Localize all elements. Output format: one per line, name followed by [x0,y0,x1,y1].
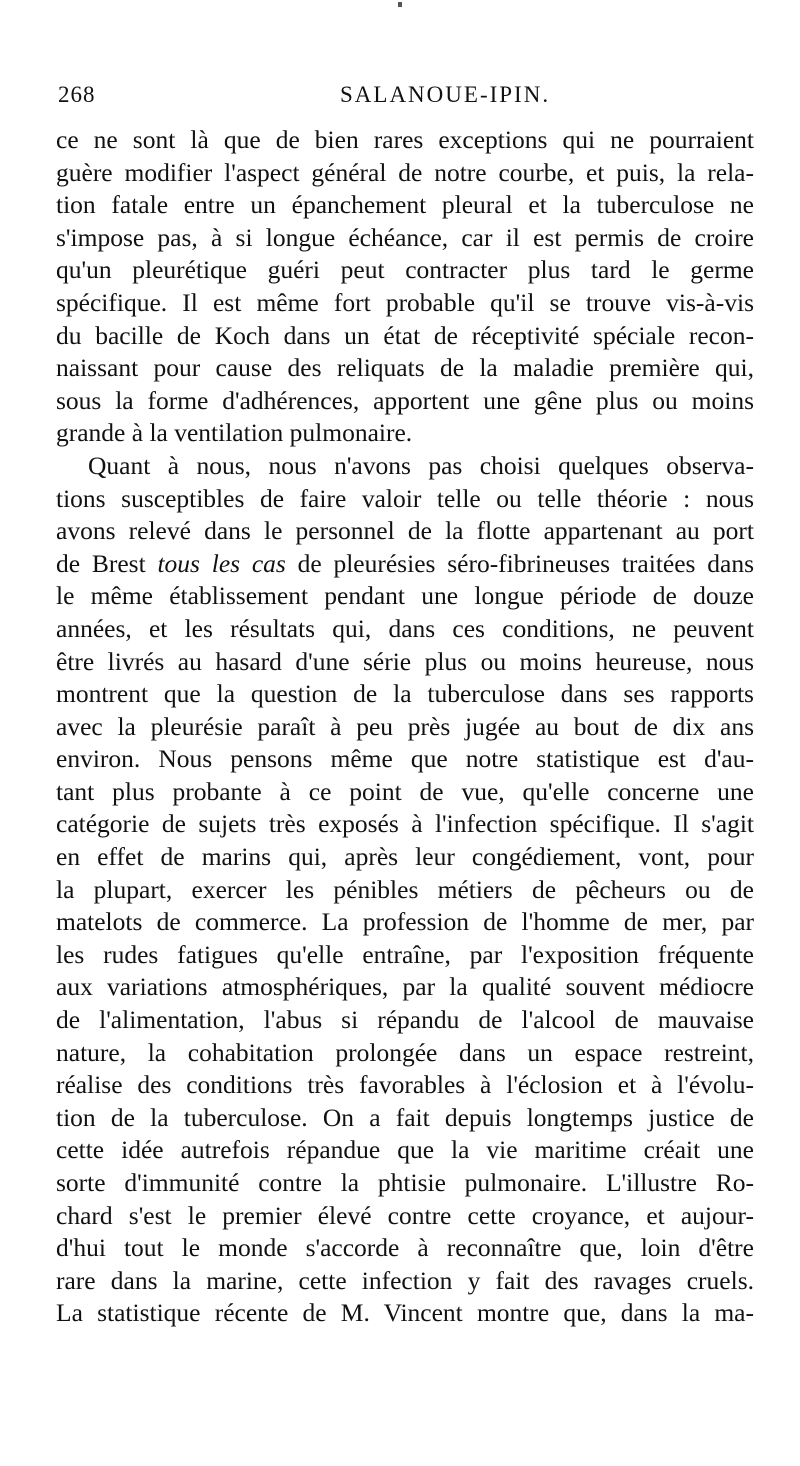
text-line: sous la forme d'adhérences, apportent une gêne plus ou moins [56,385,754,415]
paragraph-2 [56,450,754,1330]
text-line: en effet de marins qui, après leur congédiement, vont, pour [56,842,754,872]
text-line: matelots de commerce. La profession de l'homme de mer, par [56,907,754,937]
text-line: avec la pleurésie paraît à peu près jugée au bout de dix ans [56,711,754,741]
text-line: qu'un pleurétique guéri peut contracter plus tard le germe [56,255,754,285]
text-line: chard s'est le premier élevé contre cette croyance, et aujour- [56,1200,754,1230]
text-line: sorte d'immunité contre la phtisie pulmonaire. L'illustre Ro- [56,1168,754,1197]
text-segment: de Brest [56,548,158,578]
text-line: ce ne sont là que de bien rares exceptions qui ne pourraient [56,125,754,154]
text-line: s'impose pas, à si longue échéance, car il est permis de croire [56,222,754,252]
text-line: aux variations atmosphériques, par la qualité souvent médiocre [56,972,754,1002]
text-line: réalise des conditions très favorables à l'éclosion et à l'évolu- [56,1070,754,1100]
text-line: du bacille de Koch dans un état de réceptivité spéciale recon- [56,320,754,350]
text-line: Quant à nous, nous n'avons pas choisi quelques observa- [88,450,754,480]
body-text [56,124,754,1330]
text-line: tant plus probante à ce point de vue, qu'elle concerne une [56,776,754,806]
text-line: d'hui tout le monde s'accorde à reconnaître que, loin d'être [56,1233,754,1263]
text-line: années, et les résultats qui, dans ces conditions, ne peuvent [56,613,754,643]
text-line: La statistique récente de M. Vincent montre que, dans la ma- [56,1298,754,1328]
text-line: cette idée autrefois répandue que la vie maritime créait une [56,1135,754,1165]
text-line: rare dans la marine, cette infection y fait des ravages cruels. [56,1265,754,1295]
text-line: avons relevé dans le personnel de la flotte appartenant au port [56,516,754,546]
text-line: guère modifier l'aspect général de notre courbe, et puis, la rela- [56,157,754,187]
page-number: 268 [58,82,96,107]
page-header [58,82,748,114]
running-title: SALANOUE-IPIN. [340,82,551,107]
text-line-with-emphasis [56,548,754,581]
paragraph-1 [56,124,754,450]
text-line: tion fatale entre un épanchement pleural et la tuberculose ne [56,190,754,220]
text-segment: de pleurésies séro-fibrineuses traitées dans [285,548,754,578]
text-line: les rudes fatigues qu'elle entraîne, par l'exposition fréquente [56,939,754,969]
text-line: montrent que la question de la tuberculose dans ses rapports [56,679,754,709]
text-line: être livrés au hasard d'une série plus ou moins heureuse, nous [56,646,754,676]
text-line: la plupart, exercer les pénibles métiers de pêcheurs ou de [56,874,754,904]
text-line: grande à la ventilation pulmonaire. [56,418,413,448]
scan-mark [398,2,402,7]
text-line: nature, la cohabitation prolongée dans un espace restreint, [56,1037,754,1067]
text-line: de l'alimentation, l'abus si répandu de l'alcool de mauvaise [56,1005,754,1035]
text-line: spécifique. Il est même fort probable qu'il se trouve vis-à-vis [56,287,754,317]
text-line: naissant pour cause des reliquats de la maladie première qui, [56,353,754,383]
text-line: catégorie de sujets très exposés à l'infection spécifique. Il s'agit [56,809,754,839]
text-line: tion de la tuberculose. On a fait depuis longtemps justice de [56,1102,754,1132]
emphasis-text: tous les cas [157,548,286,578]
text-line: tions susceptibles de faire valoir telle ou telle théorie : nous [56,483,754,513]
text-line: environ. Nous pensons même que notre statistique est d'au- [56,744,754,774]
text-line: le même établissement pendant une longue période de douze [56,581,754,611]
